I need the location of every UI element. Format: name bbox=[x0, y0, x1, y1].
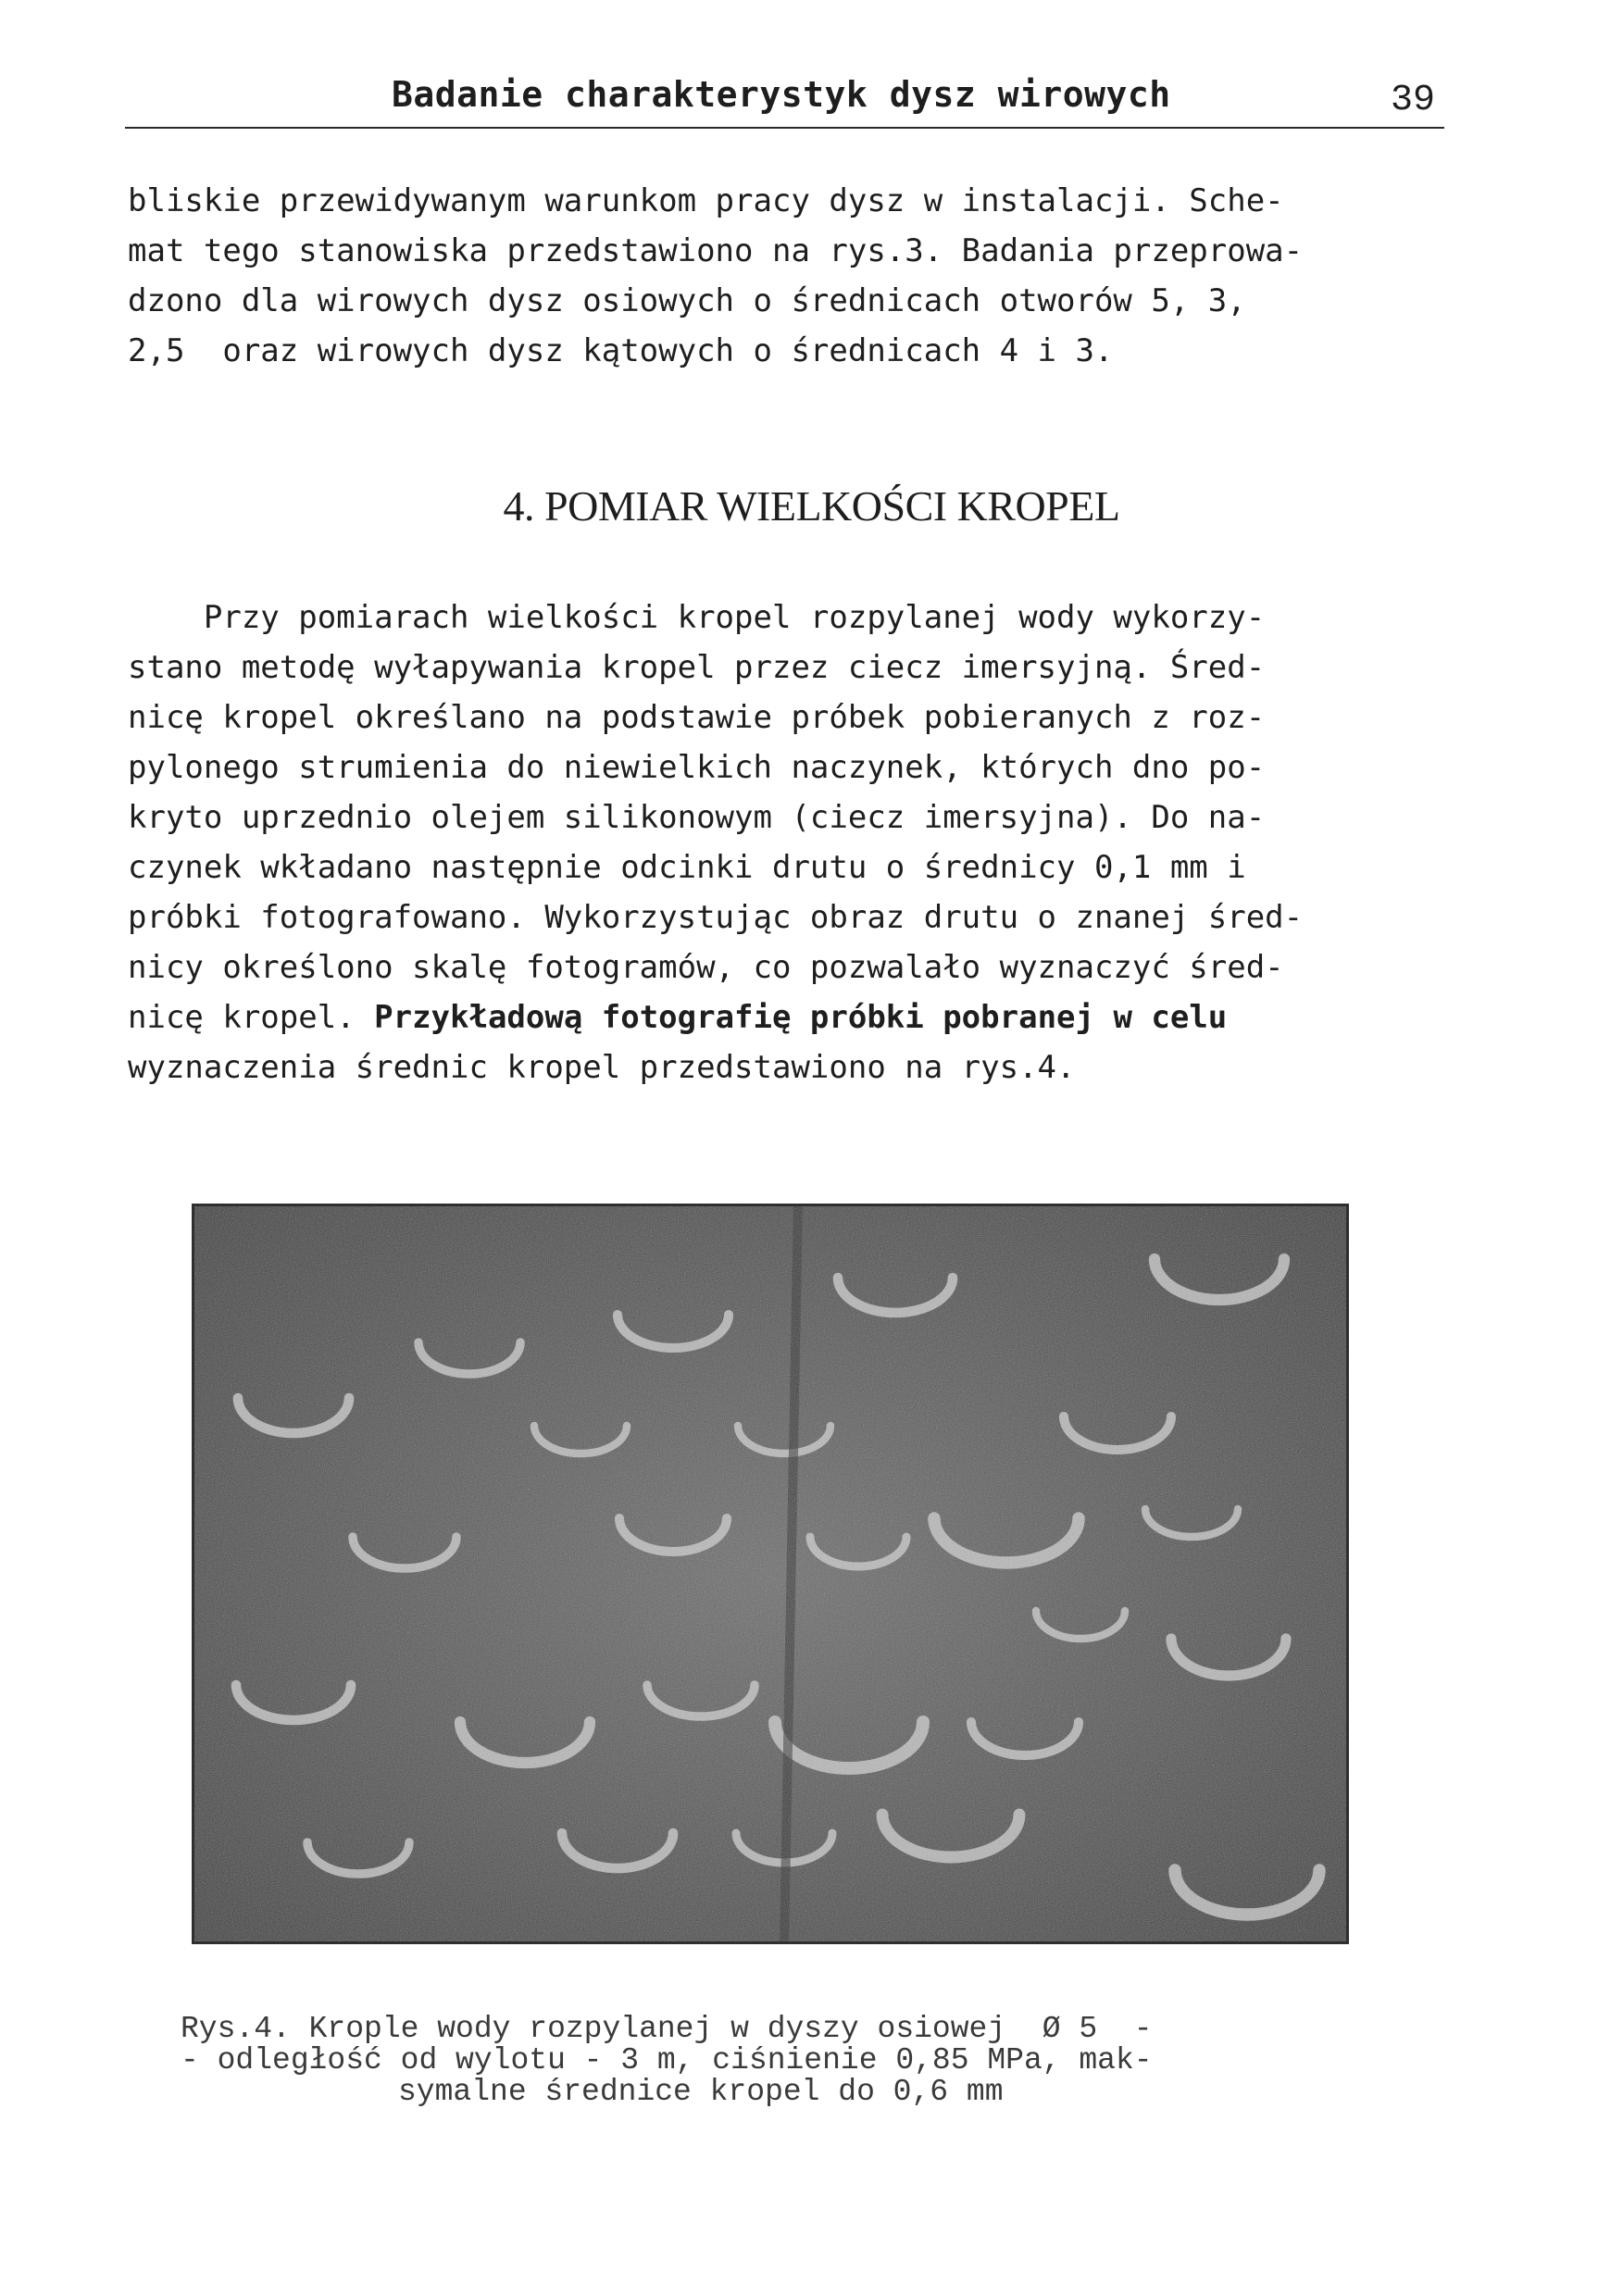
running-title: Badanie charakterystyk dysz wirowych bbox=[392, 74, 1171, 115]
header-rule bbox=[125, 127, 1444, 129]
page-number: 39 bbox=[1390, 80, 1435, 121]
paragraph-line: kryto uprzednio olejem silikonowym (ciecz imersyjna). Do na- bbox=[128, 799, 1266, 836]
paragraph-line: nicy określono skalę fotogramów, co pozwalało wyznaczyć śred- bbox=[128, 949, 1284, 986]
paragraph-line: pylonego strumienia do niewielkich naczynek, których dno po- bbox=[128, 749, 1266, 786]
paragraph-line: próbki fotografowano. Wykorzystując obraz drutu o znanej śred- bbox=[128, 899, 1304, 936]
paragraph-line: mat tego stanowiska przedstawiono na rys.3. Badania przeprowa- bbox=[128, 232, 1304, 269]
paragraph-line: wyznaczenia średnic kropel przedstawiono na rys.4. bbox=[128, 1049, 1076, 1086]
droplet-photo-graphic bbox=[192, 1204, 1349, 1944]
caption-line: - odległość od wylotu - 3 m, ciśnienie 0,85 MPa, mak- bbox=[181, 2043, 1153, 2078]
droplet-photograph bbox=[192, 1204, 1349, 1944]
paragraph-line: czynek wkładano następnie odcinki drutu o średnicy 0,1 mm i bbox=[128, 849, 1246, 886]
paragraph-line: Przy pomiarach wielkości kropel rozpylanej wody wykorzy- bbox=[128, 599, 1266, 636]
paragraph-line: nicę kropel określano na podstawie próbek pobieranych z roz- bbox=[128, 699, 1266, 736]
section-heading: 4. POMIAR WIELKOŚCI KROPEL bbox=[503, 482, 1120, 530]
body-paragraph bbox=[128, 593, 1442, 1092]
intro-paragraph bbox=[128, 176, 1442, 376]
paragraph-text: nicę kropel. bbox=[128, 999, 356, 1036]
paragraph-line-mixed bbox=[128, 992, 1442, 1042]
paragraph-line: 2,5 oraz wirowych dysz kątowych o średnicach 4 i 3. bbox=[128, 332, 1114, 369]
paragraph-line: bliskie przewidywanym warunkom pracy dysz w instalacji. Sche- bbox=[128, 182, 1284, 219]
caption-line: Rys.4. Krople wody rozpylanej w dyszy osiowej Ø 5 - bbox=[181, 2012, 1153, 2046]
paragraph-line: stano metodę wyłapywania kropel przez ciecz imersyjną. Śred- bbox=[128, 649, 1266, 686]
bold-text: Przykładową fotografię próbki pobranej w celu bbox=[374, 999, 1228, 1036]
paragraph-line: dzono dla wirowych dysz osiowych o średnicach otworów 5, 3, bbox=[128, 282, 1246, 319]
running-header bbox=[125, 70, 1444, 135]
figure-caption bbox=[181, 2014, 1356, 2108]
caption-line: symalne średnice kropel do 0,6 mm bbox=[398, 2075, 1004, 2109]
